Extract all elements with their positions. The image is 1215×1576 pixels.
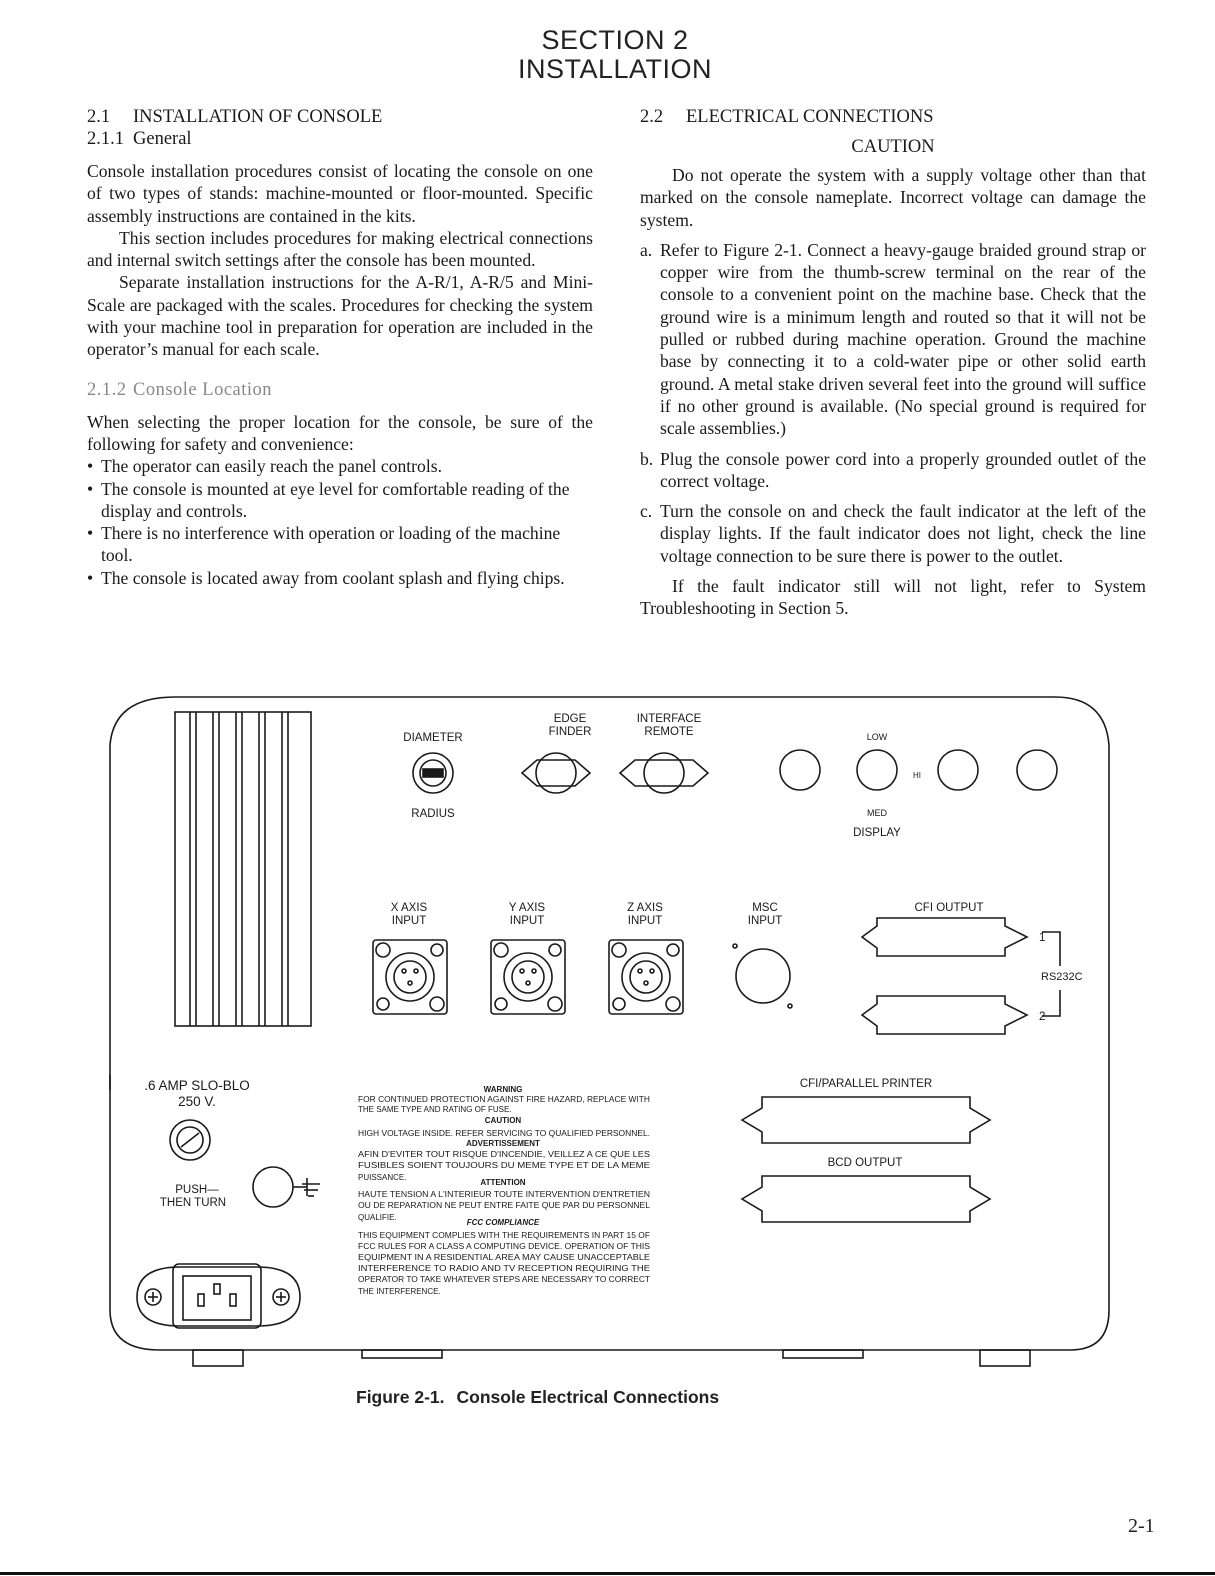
foot-center-right [783,1350,863,1358]
heading-title: General [133,129,192,149]
x-axis-input-connector[interactable] [373,940,447,1014]
attention-title: ATTENTION [480,1178,526,1187]
label-y-axis: Y AXIS [508,902,546,914]
warning-title: WARNING [483,1085,523,1094]
bcd-output-port[interactable] [742,1176,990,1222]
paragraph: If the fault indicator still will not light, refer to System Troubleshooting in Section 5. [640,576,1146,619]
foot-right [980,1350,1030,1366]
label-port-1: 1 [1039,932,1046,944]
diameter-radius-switch[interactable] [413,753,453,793]
label-input: INPUT [627,915,663,927]
step-text: Plug the console power cord into a properly grounded outlet of the correct voltage. [660,448,1146,491]
label-low: LOW [866,732,888,742]
warning-line: AFIN D'EVITER TOUT RISQUE D'INCENDIE, VEILLEZ A CE QUE LES [358,1150,650,1159]
label-x-axis: X AXIS [390,902,428,914]
warning-line: PUISSANCE. [358,1173,407,1182]
caption-title: Console Electrical Connections [456,1387,720,1407]
display-hi-knob[interactable] [938,750,978,790]
list-item [640,448,1146,493]
label-remote: REMOTE [644,726,694,738]
y-axis-input-connector[interactable] [491,940,565,1014]
warning-line: FCC RULES FOR A CLASS A COMPUTING DEVICE. OPERATION OF THIS [358,1242,650,1251]
section-title: INSTALLATION [517,54,713,84]
heading-2-1 [87,106,593,128]
warning-line: THE SAME TYPE AND RATING OF FUSE. [358,1105,512,1114]
warning-line: FUSIBLES SOIENT TOUJOURS DU MEME TYPE ET DE LA MEME [358,1161,650,1170]
label-finder: FINDER [548,726,592,738]
step-label: c. [640,501,653,522]
page-bottom-rule [0,1572,1215,1575]
fcc-title: FCC COMPLIANCE [466,1218,540,1227]
label-fuse-amp: .6 AMP SLO-BLO [144,1078,250,1093]
foot-center-left [362,1350,442,1358]
list-item: • The operator can easily reach the panel controls. [87,455,593,477]
msc-input-connector[interactable] [733,944,792,1008]
label-input: INPUT [391,915,427,927]
right-column [640,106,1146,620]
heading-title: INSTALLATION OF CONSOLE [133,107,383,127]
step-text: Refer to Figure 2-1. Connect a heavy-gauge braided ground strap or copper wire from the thumb-screw terminal on the rear of the console to a convenient point on the machine base. Check that the ground wire is a minimum length and routed so that it will not be pulled or rubbed during machine operation. Ground the machine base by connecting it to a cold-water pipe or other solid earth ground. A metal stake driven several feet into the ground will suffice if no other ground is available. (No special ground is required for scale assemblies.) [660,239,1146,439]
heading-number: 2.2 [640,107,664,127]
list-item [640,500,1146,567]
list-item: • There is no interference with operation or loading of the machine tool. [87,522,593,567]
list-item: • The console is located away from coolant splash and flying chips. [87,567,593,589]
section-heading [0,26,1215,84]
heading-number: 2.1.2 [87,379,127,400]
caution-title: CAUTION [851,137,935,157]
caption-number: Figure 2-1. [356,1387,445,1407]
warning-line: QUALIFIE. [358,1213,397,1222]
cfi-output-port-1[interactable] [862,918,1027,956]
page-number: 2-1 [1128,1515,1155,1537]
indicator-lamp [1017,750,1057,790]
heading-2-1-1 [87,128,593,150]
label-then-turn: THEN TURN [159,1197,227,1209]
warning-line: OU DE REPARATION NE PEUT ENTRE FAITE QUE PAR DU PERSONNEL [358,1201,651,1210]
foot-left [193,1350,243,1366]
label-input: INPUT [747,915,783,927]
step-text: Turn the console on and check the fault indicator at the left of the display lights. If the fault indicator does not light, check the line voltage connection to be sure there is power to the outlet. [660,501,1146,566]
ground-terminal[interactable] [253,1167,320,1207]
z-axis-input-connector[interactable] [609,940,683,1014]
paragraph: When selecting the proper location for the console, be sure of the following for safety and convenience: [87,411,593,454]
label-fuse-volt: 250 V. [178,1094,216,1109]
warning-line: OPERATOR TO TAKE WHATEVER STEPS ARE NECESSARY TO CORRECT [358,1275,651,1284]
label-push: PUSH— [175,1184,219,1196]
interface-remote-connector[interactable] [620,753,708,793]
step-label: a. [640,239,653,260]
paragraph: This section includes procedures for making electrical connections and internal switch settings after the console has been mounted. [87,227,593,271]
label-interface: INTERFACE [636,713,702,725]
fuse-holder[interactable] [170,1120,210,1160]
caution-title: CAUTION [484,1116,522,1125]
warning-line: HIGH VOLTAGE INSIDE. REFER SERVICING TO QUALIFIED PERSONNEL. [358,1129,650,1138]
label-z-axis: Z AXIS [627,902,663,914]
advertissement-title: ADVERTISSEMENT [466,1139,540,1148]
label-hi: HI [913,771,921,780]
warning-line: THE INTERFERENCE. [358,1287,441,1296]
label-cfi-output: CFI OUTPUT [914,902,984,914]
heading-title: ELECTRICAL CONNECTIONS [686,107,934,127]
cfi-output-port-2[interactable] [862,996,1027,1034]
edge-finder-connector[interactable] [522,753,590,793]
label-bcd-output: BCD OUTPUT [827,1157,903,1169]
warning-line: FOR CONTINUED PROTECTION AGAINST FIRE HAZARD, REPLACE WITH [358,1095,651,1104]
list-item [640,239,1146,440]
power-inlet[interactable] [137,1264,300,1328]
label-radius: RADIUS [411,808,455,820]
label-input: INPUT [509,915,545,927]
label-med: MED [867,808,887,818]
label-cfi-parallel-printer: CFI/PARALLEL PRINTER [799,1078,933,1090]
paragraph: Console installation procedures consist of locating the console on one of two types of stands: machine-mounted or floor-mounted. Specific assembly instructions are contained in the kits. [87,161,593,226]
heading-title: Console Location [133,379,273,400]
heading-2-1-2 [87,379,593,401]
heat-sink [175,712,311,1026]
connection-steps [640,239,1146,567]
label-diameter: DIAMETER [403,732,463,744]
heading-2-2 [640,106,1146,128]
label-display: DISPLAY [853,827,901,839]
warning-line: HAUTE TENSION A L'INTERIEUR TOUTE INTERVENTION D'ENTRETIEN [358,1190,651,1199]
location-checklist [87,455,593,589]
figure-caption [356,1387,719,1408]
display-low-med-knob[interactable] [857,750,897,790]
warning-line: INTERFERENCE TO RADIO AND TV RECEPTION REQUIRING THE [358,1264,650,1273]
caution-text: Do not operate the system with a supply voltage other than that marked on the console nameplate. Incorrect voltage can damage the system. [640,165,1146,230]
indicator-lamp [780,750,820,790]
paragraph: Separate installation instructions for the A-R/1, A-R/5 and Mini-Scale are packaged with the scales. Procedures for checking the system with your machine tool in preparation for operation are included in the operator’s manual for each scale. [87,272,593,360]
heading-number: 2.1 [87,107,111,127]
step-label: b. [640,448,654,469]
cfi-parallel-printer-port[interactable] [742,1097,990,1143]
label-edge: EDGE [553,713,587,725]
warning-line: THIS EQUIPMENT COMPLIES WITH THE REQUIREMENTS IN PART 15 OF [358,1231,651,1240]
label-msc: MSC [752,902,778,914]
heading-number: 2.1.1 [87,129,124,149]
left-column [87,106,593,589]
section-number: SECTION 2 [541,25,689,55]
warning-label [358,1085,651,1296]
list-item: • The console is mounted at eye level for comfortable reading of the display and controls. [87,478,593,523]
warning-line: EQUIPMENT IN A RESIDENTIAL AREA MAY CAUSE UNACCEPTABLE [358,1253,650,1262]
label-port-2: 2 [1039,1011,1046,1023]
label-rs232c: RS232C [1041,971,1083,983]
